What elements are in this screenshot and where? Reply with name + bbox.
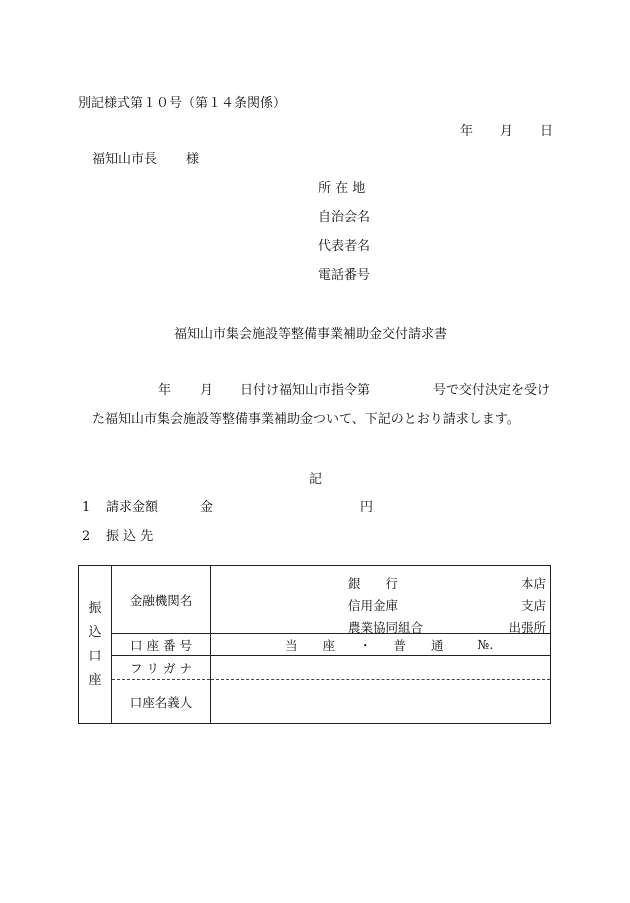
body-number-suffix: 号で交付決定を受け: [433, 383, 551, 398]
shinkin-option: 信用金庫: [348, 598, 399, 613]
account-number-cell: [211, 634, 551, 656]
head-office-option: 本店: [520, 576, 546, 591]
option-separator: ・: [359, 637, 372, 653]
document-title: 福知山市集会施設等整備事業補助金交付請求書: [174, 327, 448, 342]
addressee-honorific: 様: [186, 152, 200, 167]
item-2-number: 2: [82, 529, 91, 544]
date-day-label: 日: [540, 124, 554, 139]
branch-option: 支店: [520, 598, 546, 613]
item-1-label: 請求金額: [106, 500, 159, 515]
sub-branch-option: 出張所: [508, 620, 546, 635]
addressee-name: 福知山市長: [92, 152, 158, 167]
item-1-number: 1: [82, 500, 91, 515]
item-1-kin: 金: [200, 500, 214, 515]
date-year-label: 年: [460, 124, 474, 139]
institution-cell: [211, 566, 551, 634]
date-month-label: 月: [500, 124, 514, 139]
ordinary-account-option: 普 通: [393, 637, 444, 653]
bank-option: 銀 行: [348, 576, 399, 591]
item-2-label: 振 込 先: [106, 529, 154, 544]
transfer-account-section-label: 振 込 口 座: [79, 566, 112, 724]
account-number-mark: №.: [477, 637, 494, 652]
account-holder-cell: [211, 680, 551, 724]
applicant-phone-label: 電話番号: [318, 268, 371, 283]
form-number-label: 別記様式第１０号（第１４条関係）: [78, 96, 287, 111]
ki-heading: 記: [309, 472, 323, 487]
applicant-association-label: 自治会名: [318, 210, 371, 225]
body-dated-text: 日付け福知山市指令第: [240, 383, 371, 398]
furigana-label: フ リ ガ ナ: [112, 656, 211, 680]
institution-label: 金融機関名: [112, 566, 211, 634]
applicant-address-label: 所 在 地: [318, 181, 366, 196]
item-1-yen: 円: [360, 500, 374, 515]
body-month: 月: [200, 383, 214, 398]
nokyo-option: 農業協同組合: [348, 620, 424, 635]
account-holder-label: 口座名義人: [112, 680, 211, 724]
body-line-2: た福知山市集会施設等整備事業補助金ついて、下記のとおり請求します。: [92, 412, 520, 427]
body-year: 年: [158, 383, 172, 398]
applicant-representative-label: 代表者名: [318, 239, 371, 254]
current-account-option: 当 座: [285, 637, 336, 653]
account-number-label: 口 座 番 号: [112, 634, 211, 656]
furigana-cell: [211, 656, 551, 680]
bank-transfer-table: [78, 565, 551, 724]
